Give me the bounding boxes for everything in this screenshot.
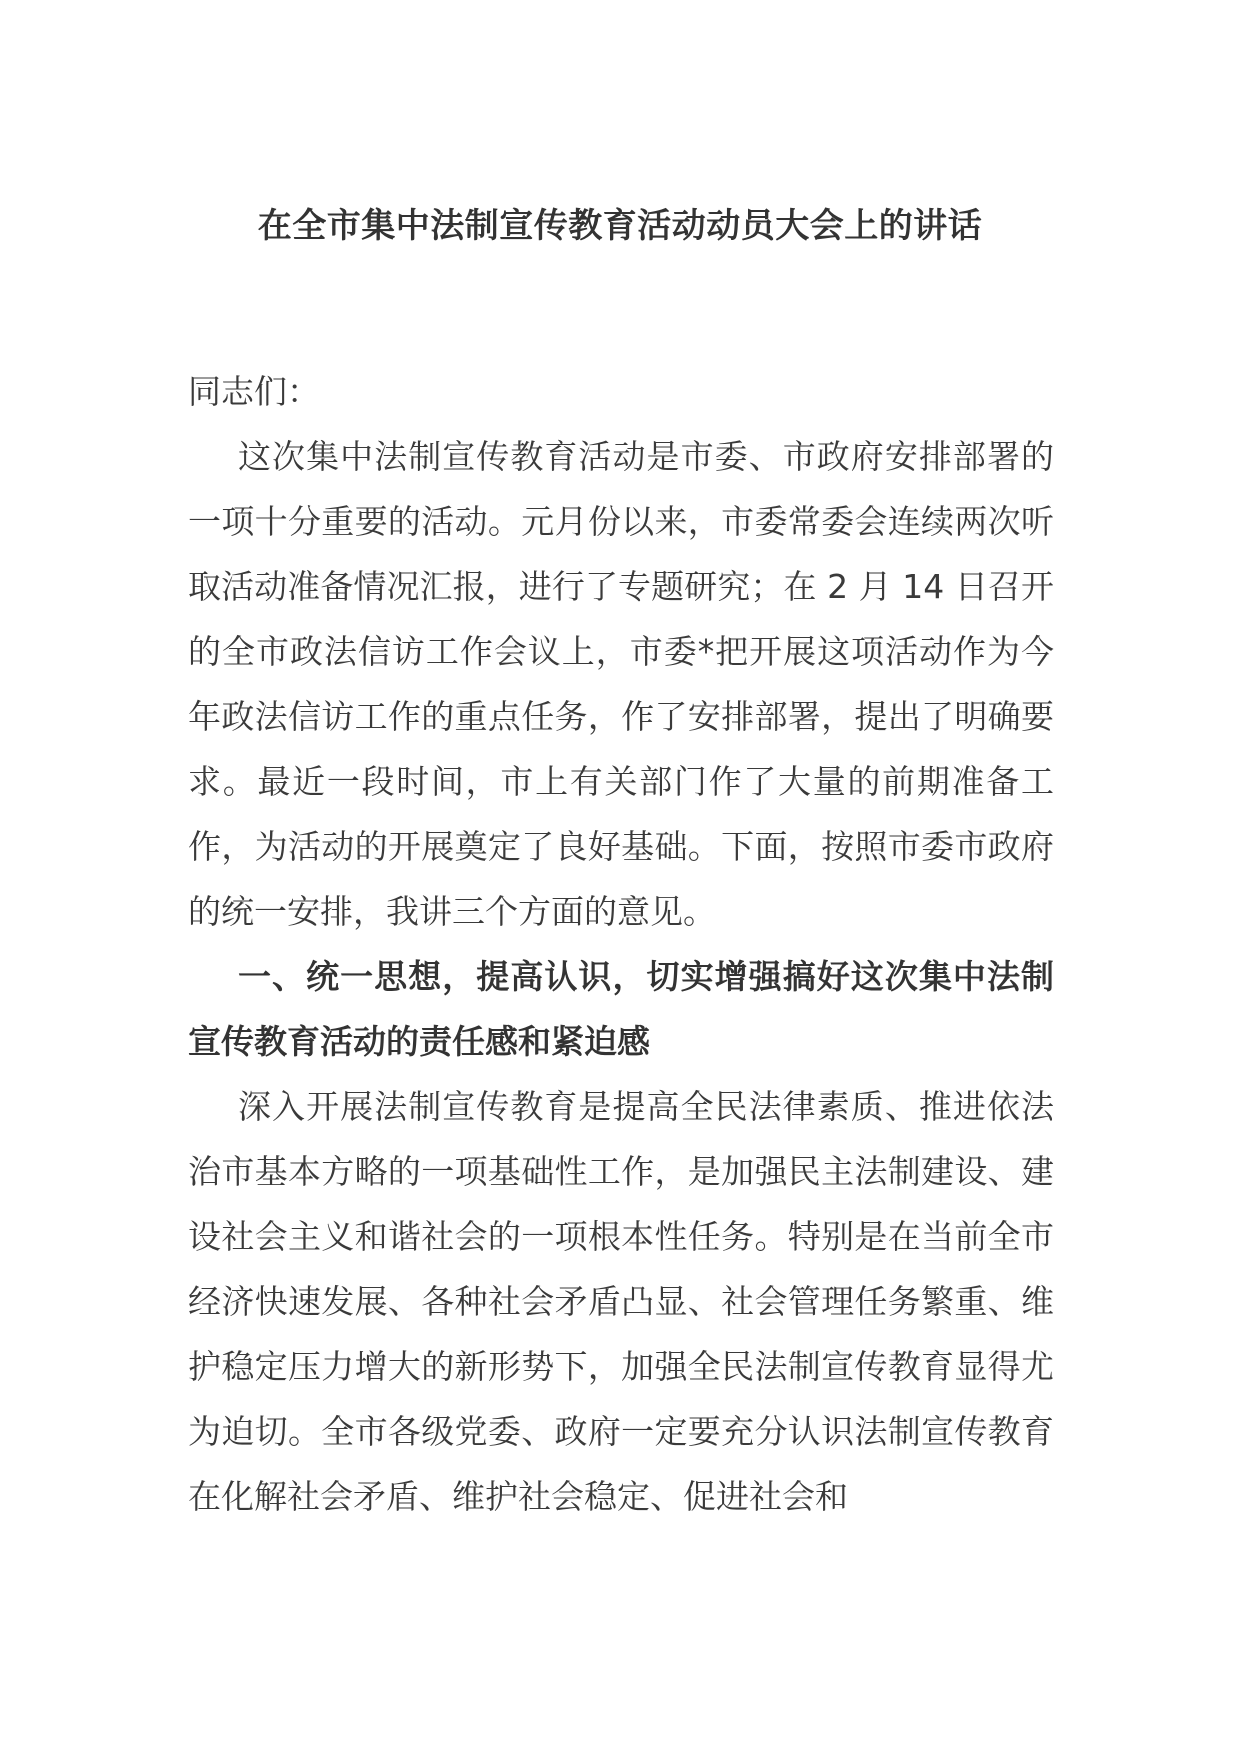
section-1-paragraph: 深入开展法制宣传教育是提高全民法律素质、推进依法治市基本方略的一项基础性工作，是加强民主法制建设、建设社会主义和谐社会的一项根本性任务。特别是在当前全市经济快速发展、各种社会矛盾凸显、社会管理任务繁重、维护稳定压力增大的新形势下，加强全民法制宣传教育显得尤为迫切。全市各级党委、政府一定要充分认识法制宣传教育在化解社会矛盾、维护社会稳定、促进社会和 [188,1087,1054,1516]
document-title: 在全市集中法制宣传教育活动动员大会上的讲话 [257,206,983,246]
intro-paragraph: 这次集中法制宣传教育活动是市委、市政府安排部署的一项十分重要的活动。元月份以来，市委常委会连续两次听取活动准备情况汇报，进行了专题研究；在 2 月 14 日召开的全市政法信访工作会议上，市委*把开展这项活动作为今年政法信访工作的重点任务，作了安排部署，提出了明确要求。最近一段时间，市上有关部门作了大量的前期准备工作，为活动的开展奠定了良好基础。下面，按照市委市政府的统一安排，我讲三个方面的意见。 [188,437,1054,931]
salutation: 同志们： [188,372,320,411]
document-body [188,359,1054,1529]
section-heading-1: 一、统一思想，提高认识，切实增强搞好这次集中法制宣传教育活动的责任感和紧迫感 [188,957,1054,1061]
